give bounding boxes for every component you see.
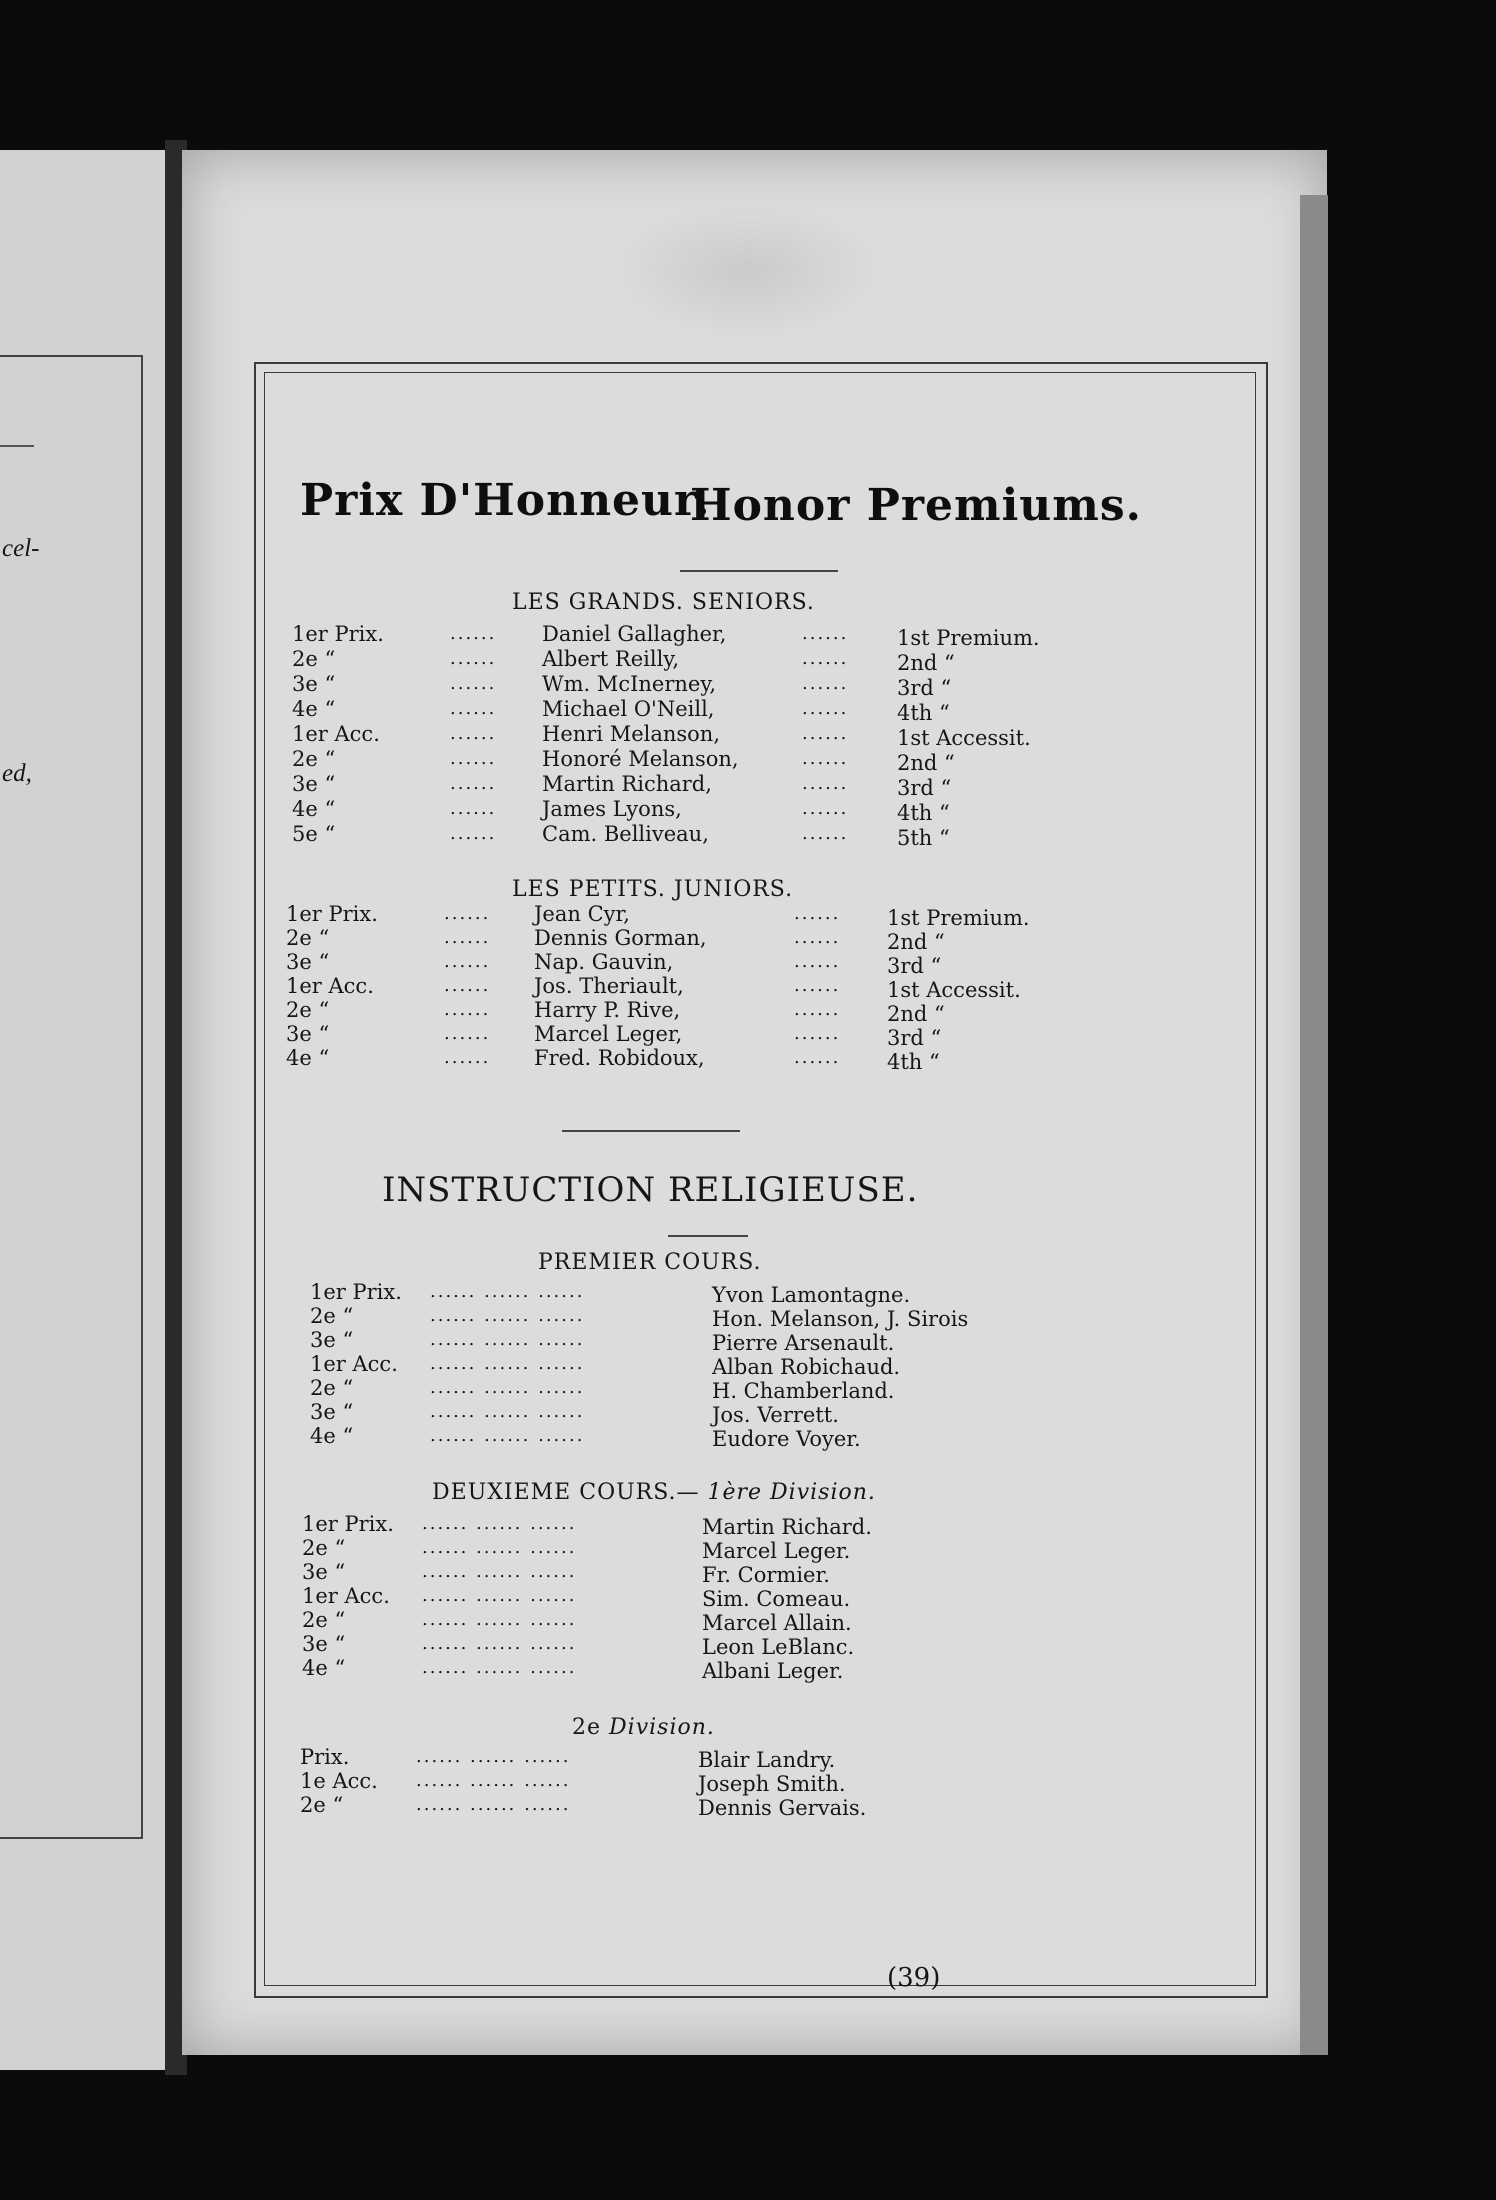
petits-heading: LES PETITS. JUNIORS. xyxy=(512,877,794,902)
right-page xyxy=(182,150,1327,2055)
row-leader: ...... xyxy=(444,975,491,996)
row-leader: ...... xyxy=(450,823,497,844)
row-name: Michael O'Neill, xyxy=(542,697,715,721)
row-premium: 3rd “ xyxy=(887,1026,942,1050)
row-leader: ...... ...... ...... xyxy=(430,1425,585,1446)
row-premium: 1st Premium. xyxy=(897,626,1040,650)
deuxieme-division: 1ère Division. xyxy=(707,1480,876,1505)
row-leader: ...... xyxy=(802,698,849,719)
row-leader: ...... xyxy=(450,673,497,694)
row-label: 3e “ xyxy=(286,1022,330,1046)
row-premium: 5th “ xyxy=(897,826,950,850)
row-premium: 4th “ xyxy=(897,701,950,725)
row-premium: 2nd “ xyxy=(887,1002,945,1026)
row-name: Fred. Robidoux, xyxy=(534,1046,705,1070)
row-premium: 1st Accessit. xyxy=(897,726,1031,750)
row-label: 3e “ xyxy=(302,1560,346,1584)
row-label: 1er Prix. xyxy=(310,1280,402,1304)
row-label: 1er Acc. xyxy=(302,1584,390,1608)
left-page-frame xyxy=(0,355,143,1839)
row-leader: ...... xyxy=(444,1023,491,1044)
row-leader: ...... ...... ...... xyxy=(416,1746,571,1767)
row-leader: ...... xyxy=(794,903,841,924)
row-name: Leon LeBlanc. xyxy=(702,1635,855,1659)
row-leader: ...... ...... ...... xyxy=(422,1561,577,1582)
row-label: 4e “ xyxy=(310,1424,354,1448)
row-leader: ...... xyxy=(794,951,841,972)
row-leader: ...... ...... ...... xyxy=(430,1281,585,1302)
division2-heading-word: Division. xyxy=(609,1715,715,1740)
row-name: Pierre Arsenault. xyxy=(712,1331,895,1355)
deuxieme-heading-label: DEUXIEME COURS.— xyxy=(432,1480,700,1505)
row-label: 1er Prix. xyxy=(292,622,384,646)
row-leader: ...... ...... ...... xyxy=(422,1657,577,1678)
row-name: Henri Melanson, xyxy=(542,722,721,746)
row-label: 1er Acc. xyxy=(310,1352,398,1376)
row-leader: ...... xyxy=(802,748,849,769)
row-name: Hon. Melanson, J. Sirois xyxy=(712,1307,969,1331)
row-premium: 3rd “ xyxy=(887,954,942,978)
row-name: James Lyons, xyxy=(542,797,682,821)
row-label: 1er Prix. xyxy=(286,902,378,926)
row-name: Albani Leger. xyxy=(702,1659,844,1683)
row-name: Martin Richard. xyxy=(702,1515,872,1539)
row-name: Alban Robichaud. xyxy=(712,1355,901,1379)
title-english: Honor Premiums. xyxy=(690,480,1142,531)
row-label: 2e “ xyxy=(286,926,330,950)
row-name: H. Chamberland. xyxy=(712,1379,895,1403)
row-leader: ...... ...... ...... xyxy=(430,1353,585,1374)
row-premium: 3rd “ xyxy=(897,676,952,700)
row-label: 2e “ xyxy=(292,747,336,771)
row-name: Yvon Lamontagne. xyxy=(712,1283,911,1307)
row-label: 3e “ xyxy=(292,672,336,696)
row-label: 5e “ xyxy=(292,822,336,846)
row-leader: ...... ...... ...... xyxy=(416,1794,571,1815)
row-label: 3e “ xyxy=(310,1328,354,1352)
row-leader: ...... xyxy=(450,623,497,644)
row-leader: ...... xyxy=(444,903,491,924)
row-leader: ...... xyxy=(450,698,497,719)
row-name: Dennis Gervais. xyxy=(698,1796,867,1820)
left-page xyxy=(0,150,168,2070)
row-premium: 1st Premium. xyxy=(887,906,1030,930)
row-leader: ...... xyxy=(794,927,841,948)
row-name: Blair Landry. xyxy=(698,1748,836,1772)
row-leader: ...... xyxy=(444,951,491,972)
row-label: 1er Acc. xyxy=(292,722,380,746)
row-leader: ...... xyxy=(794,1023,841,1044)
row-label: 2e “ xyxy=(286,998,330,1022)
row-leader: ...... xyxy=(802,723,849,744)
division2-heading xyxy=(572,1715,715,1740)
row-leader: ...... ...... ...... xyxy=(430,1401,585,1422)
row-name: Fr. Cormier. xyxy=(702,1563,830,1587)
row-premium: 3rd “ xyxy=(897,776,952,800)
row-premium: 2nd “ xyxy=(887,930,945,954)
row-label: 4e “ xyxy=(286,1046,330,1070)
row-name: Jos. Theriault, xyxy=(534,974,684,998)
row-leader: ...... ...... ...... xyxy=(430,1377,585,1398)
row-leader: ...... ...... ...... xyxy=(422,1633,577,1654)
row-name: Marcel Leger, xyxy=(534,1022,683,1046)
row-name: Wm. McInerney, xyxy=(542,672,717,696)
title-french: Prix D'Honneur. xyxy=(300,475,711,526)
deuxieme-heading xyxy=(432,1480,876,1505)
row-leader: ...... xyxy=(802,823,849,844)
row-name: Marcel Allain. xyxy=(702,1611,852,1635)
row-premium: 2nd “ xyxy=(897,651,955,675)
row-name: Marcel Leger. xyxy=(702,1539,851,1563)
row-name: Daniel Gallagher, xyxy=(542,622,727,646)
row-label: 4e “ xyxy=(292,697,336,721)
row-label: 4e “ xyxy=(302,1656,346,1680)
row-label: 1er Acc. xyxy=(286,974,374,998)
row-name: Jean Cyr, xyxy=(534,902,630,926)
title-rule xyxy=(680,570,838,572)
row-leader: ...... xyxy=(450,773,497,794)
row-leader: ...... xyxy=(794,999,841,1020)
row-leader: ...... xyxy=(802,673,849,694)
page-number: (39) xyxy=(887,1963,941,1993)
row-label: 3e “ xyxy=(310,1400,354,1424)
row-name: Honoré Melanson, xyxy=(542,747,739,771)
left-fragment-1: cel- xyxy=(2,535,40,562)
row-name: Cam. Belliveau, xyxy=(542,822,709,846)
row-premium: 2nd “ xyxy=(897,751,955,775)
left-fragment-2: ed, xyxy=(2,760,32,787)
row-leader: ...... ...... ...... xyxy=(422,1537,577,1558)
row-label: 2e “ xyxy=(310,1304,354,1328)
row-name: Sim. Comeau. xyxy=(702,1587,851,1611)
left-page-rule xyxy=(0,445,34,447)
row-leader: ...... xyxy=(802,648,849,669)
row-name: Eudore Voyer. xyxy=(712,1427,861,1451)
row-label: 2e “ xyxy=(302,1536,346,1560)
row-leader: ...... xyxy=(444,1047,491,1068)
row-leader: ...... xyxy=(802,623,849,644)
row-leader: ...... xyxy=(450,723,497,744)
row-premium: 4th “ xyxy=(897,801,950,825)
row-leader: ...... ...... ...... xyxy=(416,1770,571,1791)
row-leader: ...... xyxy=(450,798,497,819)
row-label: 2e “ xyxy=(300,1793,344,1817)
row-name: Martin Richard, xyxy=(542,772,712,796)
row-leader: ...... ...... ...... xyxy=(430,1329,585,1350)
row-label: 1e Acc. xyxy=(300,1769,378,1793)
row-premium: 4th “ xyxy=(887,1050,940,1074)
row-label: 4e “ xyxy=(292,797,336,821)
row-label: 3e “ xyxy=(302,1632,346,1656)
row-leader: ...... xyxy=(444,999,491,1020)
religion-title: INSTRUCTION RELIGIEUSE. xyxy=(382,1170,919,1210)
row-leader: ...... ...... ...... xyxy=(422,1585,577,1606)
row-name: Joseph Smith. xyxy=(698,1772,846,1796)
row-leader: ...... ...... ...... xyxy=(422,1609,577,1630)
row-leader: ...... xyxy=(802,773,849,794)
row-name: Harry P. Rive, xyxy=(534,998,681,1022)
row-leader: ...... xyxy=(794,975,841,996)
row-leader: ...... xyxy=(802,798,849,819)
row-label: 3e “ xyxy=(292,772,336,796)
row-name: Nap. Gauvin, xyxy=(534,950,674,974)
grands-heading: LES GRANDS. SENIORS. xyxy=(512,590,815,615)
religion-rule xyxy=(668,1235,748,1237)
row-label: 3e “ xyxy=(286,950,330,974)
row-label: 2e “ xyxy=(302,1608,346,1632)
row-leader: ...... xyxy=(450,748,497,769)
row-name: Dennis Gorman, xyxy=(534,926,707,950)
row-name: Jos. Verrett. xyxy=(712,1403,839,1427)
row-leader: ...... xyxy=(794,1047,841,1068)
premier-heading: PREMIER COURS. xyxy=(538,1250,762,1275)
row-label: Prix. xyxy=(300,1745,350,1769)
row-label: 2e “ xyxy=(292,647,336,671)
row-name: Albert Reilly, xyxy=(542,647,680,671)
row-label: 2e “ xyxy=(310,1376,354,1400)
page-edge xyxy=(1300,195,1328,2055)
row-label: 1er Prix. xyxy=(302,1512,394,1536)
row-leader: ...... xyxy=(444,927,491,948)
section-rule xyxy=(562,1130,740,1132)
division2-heading-num: 2e xyxy=(572,1715,602,1740)
page-stain xyxy=(612,200,882,340)
row-leader: ...... ...... ...... xyxy=(430,1305,585,1326)
row-leader: ...... ...... ...... xyxy=(422,1513,577,1534)
row-leader: ...... xyxy=(450,648,497,669)
row-premium: 1st Accessit. xyxy=(887,978,1021,1002)
